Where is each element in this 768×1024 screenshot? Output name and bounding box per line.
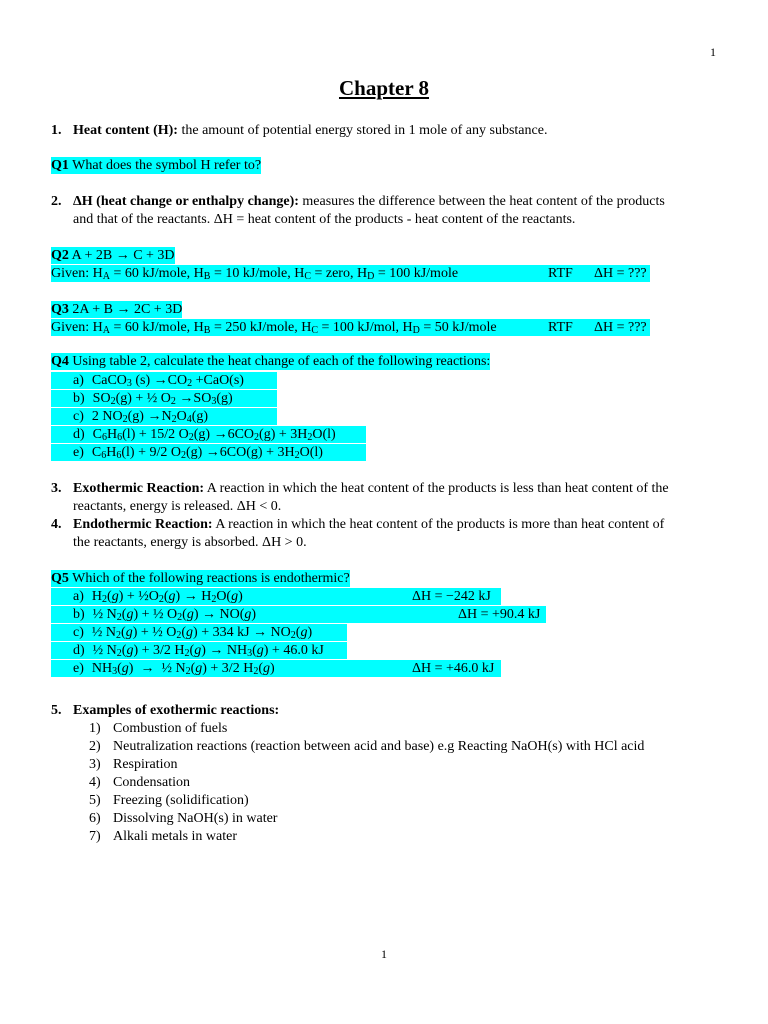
example-item-5: 5) Freezing (solidification): [89, 793, 249, 808]
question-3-delta-h: ΔH = ???: [594, 320, 647, 335]
section-5-heading: Examples of exothermic reactions:: [73, 703, 280, 718]
section-4-number: 4.: [51, 517, 62, 532]
section-4-text-line1: Endothermic Reaction: A reaction in which the heat content of the products is more than heat content of: [73, 517, 665, 532]
question-3-rtf: RTF: [548, 320, 573, 335]
q4-item-a: a) CaCO$_3$ $(s) \to CO_2 +CaO(s)$: [51, 372, 277, 389]
page-number-bottom: 1: [381, 947, 387, 961]
q5-item-a-delta-h: ΔH = −242 kJ: [412, 589, 491, 604]
q5-item-e-delta-h: ΔH = +46.0 kJ: [412, 661, 495, 676]
example-item-7: 7) Alkali metals in water: [89, 829, 238, 844]
q4-item-d: d) $C_6H_6(l) + 15/2$ $O_2(g) \to 6CO_2(g) + 3H_2O(l)$: [51, 426, 366, 443]
question-3-reaction: Q3 2A + B → 2C + 3D: [51, 302, 183, 317]
question-2-reaction: Q2 A + 2B → C + 3D: [51, 248, 175, 263]
q4-item-b: b) $SO_2(g)$ + ½ $O_2 \to SO_3(g)$: [51, 390, 277, 407]
question-4: Q4 Using table 2, calculate the heat change of each of the following reactions:: [51, 354, 491, 369]
example-item-2: 2) Neutralization reactions (reaction between acid and base) e.g Reacting NaOH(s) with HCl acid: [89, 739, 645, 754]
example-item-3: 3) Respiration: [89, 757, 178, 772]
section-3-text-line2: reactants, energy is released. ΔH < 0.: [73, 499, 282, 514]
section-2-number: 2.: [51, 194, 62, 209]
q5-item-b: b) ½ $N_2(g)$ + ½ $O_2(g) \to NO(g)$ ΔH = +90.4 kJ: [51, 606, 546, 623]
question-2-given: Given: $H_A = 60$ kJ/mole, $H_B = 10$ kJ/mole, $H_C$ = zero, $H_D = 100$ kJ/mole RTF ΔH = ???: [51, 265, 650, 282]
page-title: [0, 76, 768, 101]
question-5: Q5 Which of the following reactions is endothermic?: [51, 571, 350, 586]
section-3-number: 3.: [51, 481, 62, 496]
q4-item-e: e) $C_6H_6(l) + 9/2$ $O_2(g) \to 6CO(g) + 3H_2O(l)$: [51, 444, 366, 461]
q4-item-c: c) 2 $NO_2(g) \to N_2O_4(g)$: [51, 408, 277, 425]
q5-item-a: a) $H_2(g)$ + $\frac{1}{2}O_2(g) \to H_2O(g)$ ΔH = −242 kJ: [51, 588, 501, 605]
page-number-top: 1: [710, 45, 716, 59]
example-item-4: 4) Condensation: [89, 775, 190, 790]
question-1: Q1 What does the symbol H refer to?: [51, 158, 262, 173]
section-5-number: 5.: [51, 703, 62, 718]
question-2-rtf: RTF: [548, 266, 573, 281]
question-2-delta-h: ΔH = ???: [594, 266, 647, 281]
section-1-text: Heat content (H): the amount of potential energy stored in 1 mole of any substance.: [73, 123, 548, 138]
section-2-text-line2: and that of the reactants. ΔH = heat content of the products - heat content of the reactants.: [73, 212, 576, 227]
q5-item-d: d) ½ $N_2(g) + 3/2$ $H_2(g) \to NH_3(g) + 46.0$ kJ: [51, 642, 347, 659]
q5-item-c: c) ½ $N_2(g)$ + ½ $O_2(g) + 334$ kJ → $NO_2(g)$: [51, 624, 347, 641]
chapter-title: Chapter 8: [338, 76, 430, 100]
q5-item-b-delta-h: ΔH = +90.4 kJ: [458, 607, 541, 622]
section-3-text-line1: Exothermic Reaction: A reaction in which the heat content of the products is less than heat content of the: [73, 481, 669, 496]
section-2-text-line1: ΔH (heat change or enthalpy change): measures the difference between the heat content of the products: [73, 194, 665, 209]
example-item-6: 6) Dissolving NaOH(s) in water: [89, 811, 278, 826]
section-1-number: 1.: [51, 123, 62, 138]
example-item-1: 1) Combustion of fuels: [89, 721, 228, 736]
section-4-text-line2: the reactants, energy is absorbed. ΔH > 0.: [73, 535, 307, 550]
question-3-given: Given: $H_A = 60$ kJ/mole, $H_B = 250$ kJ/mole, $H_C = 100$ kJ/mol, $H_D = 50$ kJ/mole RTF ΔH = ???: [51, 319, 650, 336]
q5-item-e: e) $NH_3(g)$ → ½ $N_2(g) + 3/2$ $H_2(g)$ ΔH = +46.0 kJ: [51, 660, 501, 677]
